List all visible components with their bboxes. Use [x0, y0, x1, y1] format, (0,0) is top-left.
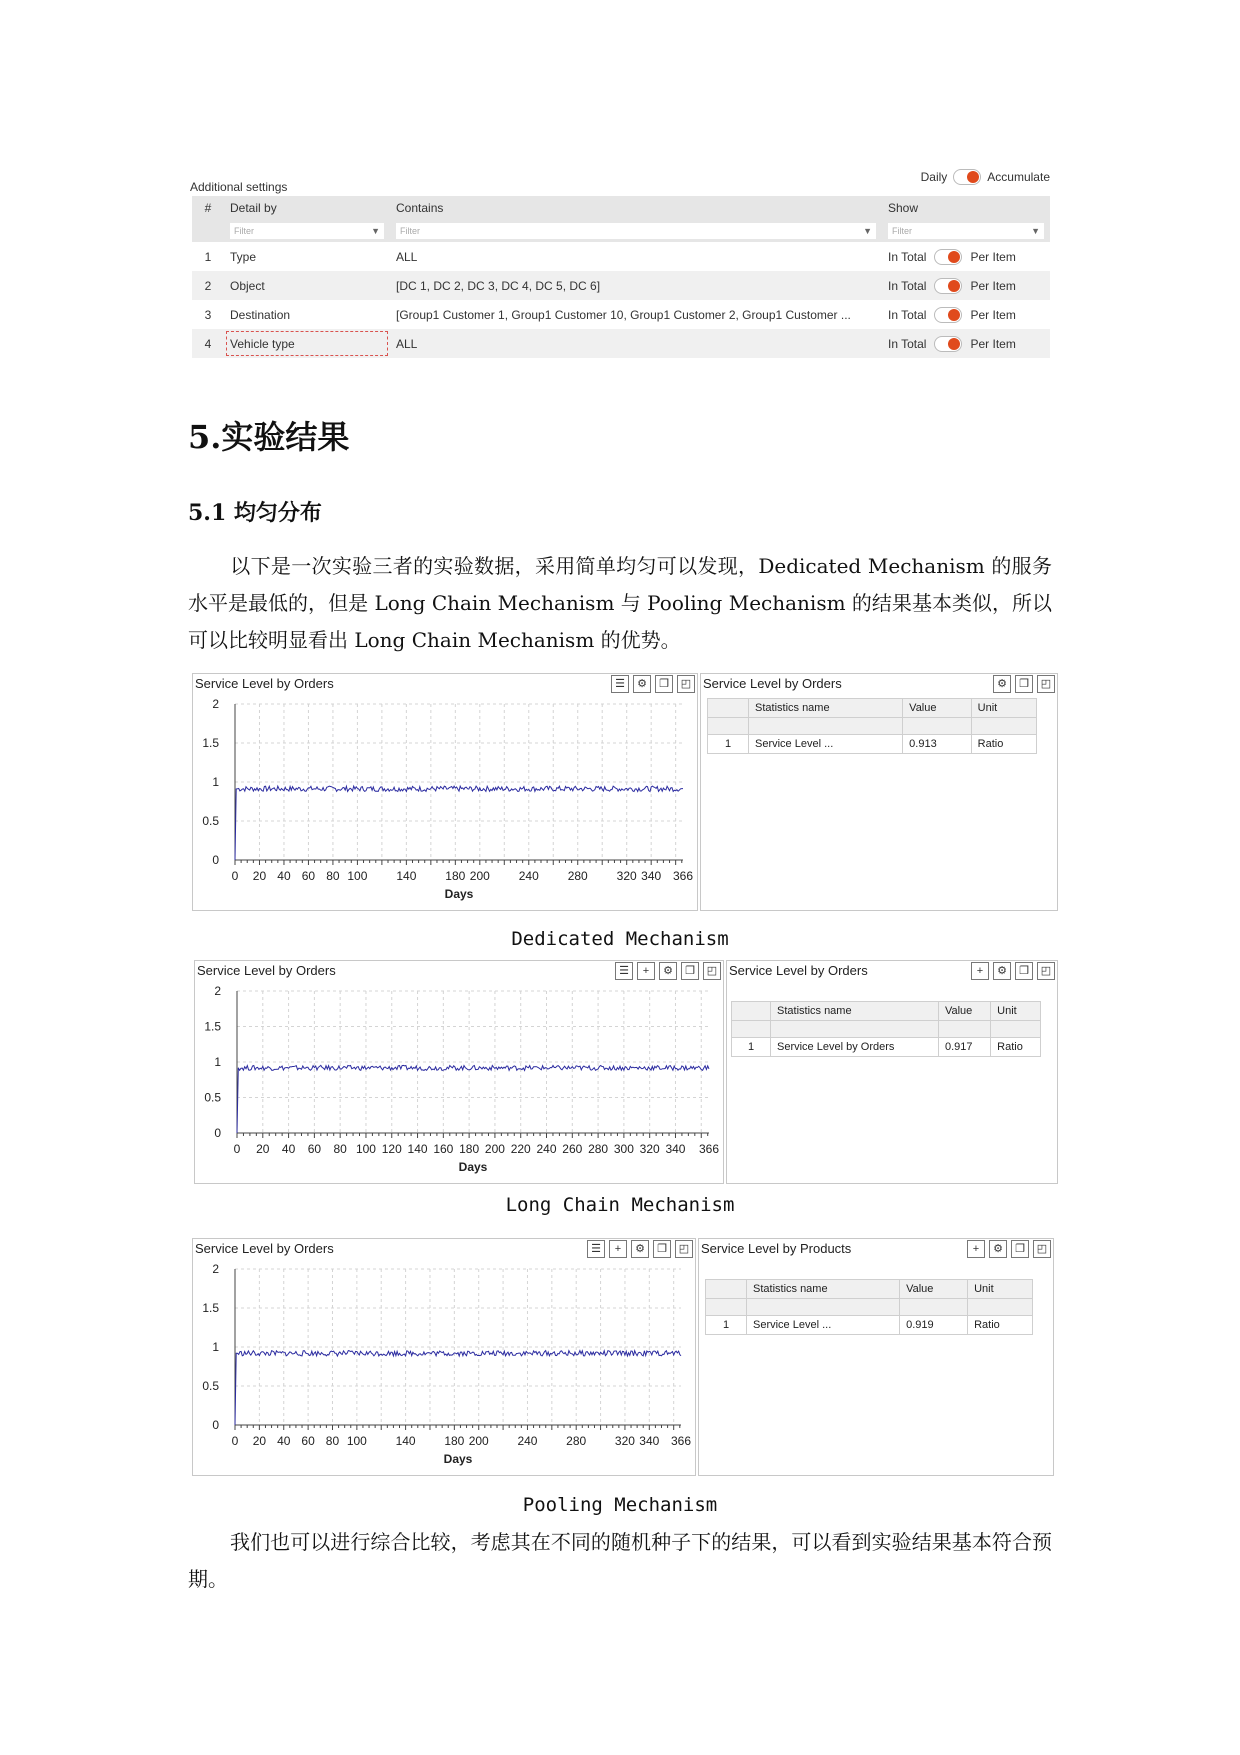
gear-icon[interactable]: ⚙ — [989, 1240, 1007, 1258]
x-tick-label: 40 — [281, 1142, 296, 1156]
x-tick-label: 220 — [510, 1142, 531, 1156]
x-tick-label: 140 — [407, 1142, 428, 1156]
daily-accumulate-toggle[interactable] — [921, 169, 1050, 185]
x-tick-label: 366 — [670, 1434, 692, 1448]
x-axis-label: Days — [444, 887, 474, 901]
x-tick-label: 20 — [256, 1142, 270, 1156]
chart-panel — [194, 960, 724, 1184]
daily-label: Daily — [920, 170, 948, 184]
x-axis-label: Days — [458, 1160, 488, 1174]
x-tick-label: 140 — [395, 1434, 416, 1448]
x-tick-label: 240 — [517, 1434, 538, 1448]
x-tick-label: 240 — [518, 869, 539, 883]
show-toggle[interactable] — [934, 249, 962, 265]
figure-caption: Long Chain Mechanism — [505, 1194, 735, 1216]
y-tick-label: 1.5 — [204, 1019, 221, 1034]
crosshair-icon[interactable]: + — [609, 1240, 627, 1258]
x-tick-label: 366 — [698, 1142, 720, 1156]
legend-icon[interactable]: ☰ — [615, 962, 633, 980]
series-line — [235, 1351, 681, 1425]
y-tick-label: 1.5 — [202, 1301, 219, 1315]
table-row[interactable]: 1 Service Level ... 0.913 Ratio — [708, 735, 1037, 754]
contains-filter-input[interactable]: Filter ▼ — [396, 223, 876, 239]
y-tick-label: 2 — [214, 984, 221, 998]
accumulate-label: Accumulate — [987, 170, 1050, 184]
table-row[interactable]: 1 Type ALL In Total Per Item — [204, 249, 1016, 264]
chart-title: Service Level by Orders — [197, 963, 336, 978]
x-tick-label: 0 — [233, 1142, 241, 1156]
copy-icon[interactable]: ❐ — [681, 962, 699, 980]
line-chart — [195, 961, 723, 1183]
col-header-show[interactable]: Show — [882, 196, 1050, 220]
table-row[interactable]: 1 Service Level by Orders 0.917 Ratio — [732, 1038, 1041, 1057]
stats-table: Statistics name Value Unit 1 Service Level ... 0.919 Ratio — [705, 1279, 1033, 1335]
x-tick-label: 366 — [672, 869, 694, 883]
x-tick-label: 180 — [459, 1142, 480, 1156]
x-tick-label: 0 — [231, 1434, 239, 1448]
gear-icon[interactable]: ⚙ — [993, 675, 1011, 693]
gear-icon[interactable]: ⚙ — [659, 962, 677, 980]
series-line — [235, 786, 683, 860]
x-tick-label: 320 — [614, 1434, 635, 1448]
x-tick-label: 280 — [588, 1142, 609, 1156]
y-tick-label: 0 — [212, 1418, 219, 1432]
legend-icon[interactable]: ☰ — [587, 1240, 605, 1258]
chart-title: Service Level by Orders — [195, 1241, 334, 1256]
expand-icon[interactable]: ◰ — [675, 1240, 693, 1258]
y-tick-label: 1.5 — [202, 736, 219, 750]
stats-title: Service Level by Orders — [729, 963, 868, 978]
x-tick-label: 340 — [665, 1142, 686, 1156]
x-tick-label: 120 — [381, 1142, 402, 1156]
stats-title: Service Level by Products — [701, 1241, 852, 1256]
series-line — [237, 1065, 709, 1133]
copy-icon[interactable]: ❐ — [653, 1240, 671, 1258]
y-tick-label: 0 — [214, 1126, 221, 1140]
x-tick-label: 20 — [252, 869, 267, 883]
settings-title: Additional settings — [190, 180, 288, 194]
x-tick-label: 240 — [536, 1142, 557, 1156]
col-header-detail[interactable]: Detail by — [224, 196, 390, 220]
x-tick-label: 60 — [301, 1434, 315, 1448]
expand-icon[interactable]: ◰ — [703, 962, 721, 980]
expand-icon[interactable]: ◰ — [1037, 962, 1055, 980]
stats-table: Statistics name Value Unit 1 Service Level ... 0.913 Ratio — [707, 698, 1037, 754]
x-tick-label: 340 — [639, 1434, 660, 1448]
x-tick-label: 20 — [252, 1434, 267, 1448]
x-axis-label: Days — [443, 1452, 473, 1466]
x-tick-label: 200 — [468, 1434, 489, 1448]
y-tick-label: 0.5 — [202, 1379, 219, 1393]
intro-paragraph: 以下是一次实验三者的实验数据，采用简单均匀可以发现，Dedicated Mechanism 的服务水平是最低的，但是 Long Chain Mechanism 与 Pooling Mechanism 的结果基本类似，所以可以比较明显看出 Long Chain Mechanism 的优势。 — [188, 554, 1052, 652]
gear-icon[interactable]: ⚙ — [631, 1240, 649, 1258]
x-tick-label: 300 — [613, 1142, 634, 1156]
y-tick-label: 2 — [212, 1262, 219, 1276]
x-tick-label: 100 — [346, 1434, 367, 1448]
expand-icon[interactable]: ◰ — [1033, 1240, 1051, 1258]
x-tick-label: 80 — [333, 1142, 347, 1156]
settings-table — [192, 196, 1050, 358]
x-tick-label: 40 — [277, 869, 291, 883]
filter-icon[interactable]: ▼ — [371, 226, 380, 236]
figure-caption: Dedicated Mechanism — [511, 928, 729, 950]
expand-icon[interactable]: ◰ — [1037, 675, 1055, 693]
x-tick-label: 100 — [347, 869, 368, 883]
table-row[interactable]: 2 Object [DC 1, DC 2, DC 3, DC 4, DC 5, DC 6] In Total Per Item — [192, 271, 1050, 300]
x-tick-label: 0 — [231, 869, 239, 883]
legend-icon[interactable]: ☰ — [611, 675, 629, 693]
crosshair-icon[interactable]: + — [967, 1240, 985, 1258]
additional-settings-panel — [190, 165, 1050, 365]
copy-icon[interactable]: ❐ — [655, 675, 673, 693]
filter-icon[interactable]: ▼ — [1031, 226, 1040, 236]
y-tick-label: 0 — [212, 853, 219, 867]
x-tick-label: 140 — [396, 869, 417, 883]
chart-panel — [192, 1238, 696, 1476]
stats-panel — [726, 960, 1058, 1184]
chart-title: Service Level by Orders — [195, 676, 334, 691]
x-tick-label: 280 — [567, 869, 588, 883]
outro-paragraph: 我们也可以进行综合比较，考虑其在不同的随机种子下的结果，可以看到实验结果基本符合预期。 — [188, 1530, 1052, 1591]
table-row[interactable]: 3 Destination [Group1 Customer 1, Group1 Customer 10, Group1 Customer 2, Group1 Customer ... In Total Per Item — [204, 307, 1016, 322]
figure-caption: Pooling Mechanism — [522, 1494, 718, 1516]
x-tick-label: 160 — [433, 1142, 454, 1156]
y-tick-label: 1 — [212, 775, 219, 789]
chart-panel — [192, 673, 698, 911]
x-tick-label: 200 — [484, 1142, 505, 1156]
x-tick-label: 200 — [469, 869, 490, 883]
show-toggle[interactable] — [934, 278, 962, 294]
x-tick-label: 320 — [616, 869, 637, 883]
y-tick-label: 1 — [212, 1340, 219, 1354]
crosshair-icon[interactable]: + — [637, 962, 655, 980]
y-tick-label: 0.5 — [202, 814, 219, 828]
show-filter-input[interactable]: Filter ▼ — [888, 223, 1044, 239]
show-toggle[interactable] — [934, 336, 962, 352]
x-tick-label: 280 — [566, 1434, 587, 1448]
x-tick-label: 60 — [307, 1142, 322, 1156]
filter-icon[interactable]: ▼ — [863, 226, 872, 236]
x-tick-label: 180 — [445, 869, 466, 883]
table-row[interactable]: 1 Service Level ... 0.919 Ratio — [706, 1316, 1033, 1335]
x-tick-label: 340 — [641, 869, 662, 883]
accumulate-switch[interactable] — [953, 169, 981, 185]
copy-icon[interactable]: ❐ — [1011, 1240, 1029, 1258]
line-chart — [193, 674, 697, 910]
y-tick-label: 1 — [214, 1055, 221, 1069]
table-row[interactable]: 4 Vehicle type ALL In Total Per Item — [192, 329, 1050, 358]
stats-table: Statistics name Value Unit 1 Service Level by Orders 0.917 Ratio — [731, 1001, 1041, 1057]
subsection-heading: 5.1 均匀分布 — [188, 500, 322, 526]
col-header-number: # — [192, 196, 224, 220]
stats-title: Service Level by Orders — [703, 676, 842, 691]
crosshair-icon[interactable]: + — [971, 962, 989, 980]
stats-panel — [698, 1238, 1054, 1476]
x-tick-label: 320 — [639, 1142, 660, 1156]
col-header-contains[interactable]: Contains — [390, 196, 882, 220]
x-tick-label: 80 — [325, 1434, 340, 1448]
copy-icon[interactable]: ❐ — [1015, 675, 1033, 693]
x-tick-label: 60 — [301, 869, 316, 883]
gear-icon[interactable]: ⚙ — [993, 962, 1011, 980]
x-tick-label: 80 — [326, 869, 340, 883]
stats-panel — [700, 673, 1058, 911]
y-tick-label: 2 — [212, 697, 219, 711]
detail-filter-input[interactable]: Filter ▼ — [230, 223, 384, 239]
show-toggle[interactable] — [934, 307, 962, 323]
line-chart — [193, 1239, 695, 1475]
gear-icon[interactable]: ⚙ — [633, 675, 651, 693]
section-heading: 5.实验结果 — [188, 418, 350, 456]
x-tick-label: 100 — [355, 1142, 376, 1156]
expand-icon[interactable]: ◰ — [677, 675, 695, 693]
y-tick-label: 0.5 — [204, 1090, 221, 1105]
x-tick-label: 40 — [277, 1434, 291, 1448]
x-tick-label: 180 — [444, 1434, 465, 1448]
copy-icon[interactable]: ❐ — [1015, 962, 1033, 980]
x-tick-label: 260 — [562, 1142, 583, 1156]
